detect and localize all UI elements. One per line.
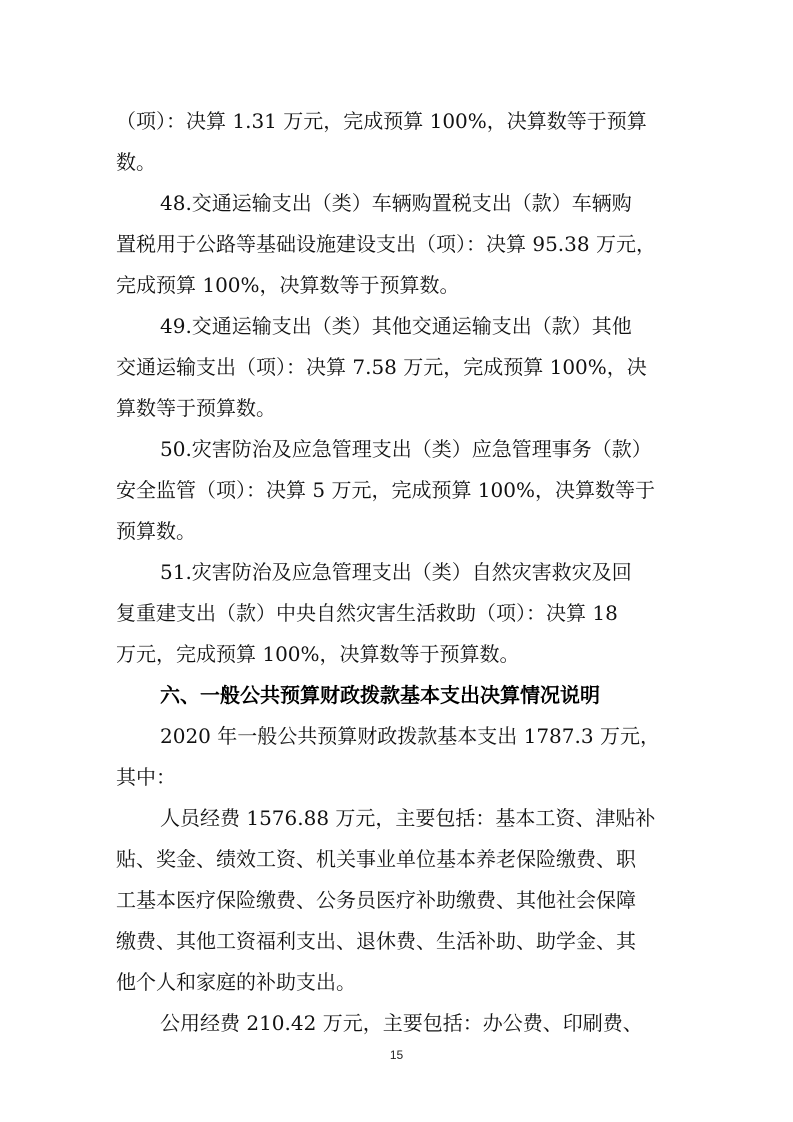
text-line: 他个人和家庭的补助支出。: [116, 970, 356, 994]
text-line: 工基本医疗保险缴费、公务员医疗补助缴费、其他社会保障: [116, 888, 636, 912]
text-line: 算数等于预算数。: [116, 396, 276, 420]
text-line: 2020 年一般公共预算财政拨款基本支出 1787.3 万元，: [160, 724, 660, 748]
text-line: 其中：: [116, 765, 176, 789]
text-line: 公用经费 210.42 万元，主要包括：办公费、印刷费、: [160, 1011, 643, 1035]
text-line: 完成预算 100%，决算数等于预算数。: [116, 273, 460, 297]
text-line: 预算数。: [116, 519, 196, 543]
text-line: 置税用于公路等基础设施建设支出（项）：决算 95.38 万元，: [116, 232, 656, 256]
text-line: 贴、奖金、绩效工资、机关事业单位基本养老保险缴费、职: [116, 847, 636, 871]
text-line: 交通运输支出（项）：决算 7.58 万元，完成预算 100%，决: [116, 355, 647, 379]
section-heading: 六、一般公共预算财政拨款基本支出决算情况说明: [160, 683, 600, 707]
text-line: 51.灾害防治及应急管理支出（类）自然灾害救灾及回: [160, 560, 632, 584]
page-number: 15: [389, 1048, 404, 1062]
text-line: 缴费、其他工资福利支出、退休费、生活补助、助学金、其: [116, 929, 636, 953]
text-line: 50.灾害防治及应急管理支出（类）应急管理事务（款）: [160, 437, 652, 461]
text-line: 万元，完成预算 100%，决算数等于预算数。: [116, 642, 520, 666]
text-line: 复重建支出（款）中央自然灾害生活救助（项）：决算 18: [116, 601, 618, 625]
text-line: 安全监管（项）：决算 5 万元，完成预算 100%，决算数等于: [116, 478, 655, 502]
text-line: 48.交通运输支出（类）车辆购置税支出（款）车辆购: [160, 191, 632, 215]
text-line: （项）：决算 1.31 万元，完成预算 100%，决算数等于预算: [116, 109, 647, 133]
text-line: 数。: [116, 150, 156, 174]
text-line: 人员经费 1576.88 万元，主要包括：基本工资、津贴补: [160, 806, 656, 830]
text-line: 49.交通运输支出（类）其他交通运输支出（款）其他: [160, 314, 632, 338]
